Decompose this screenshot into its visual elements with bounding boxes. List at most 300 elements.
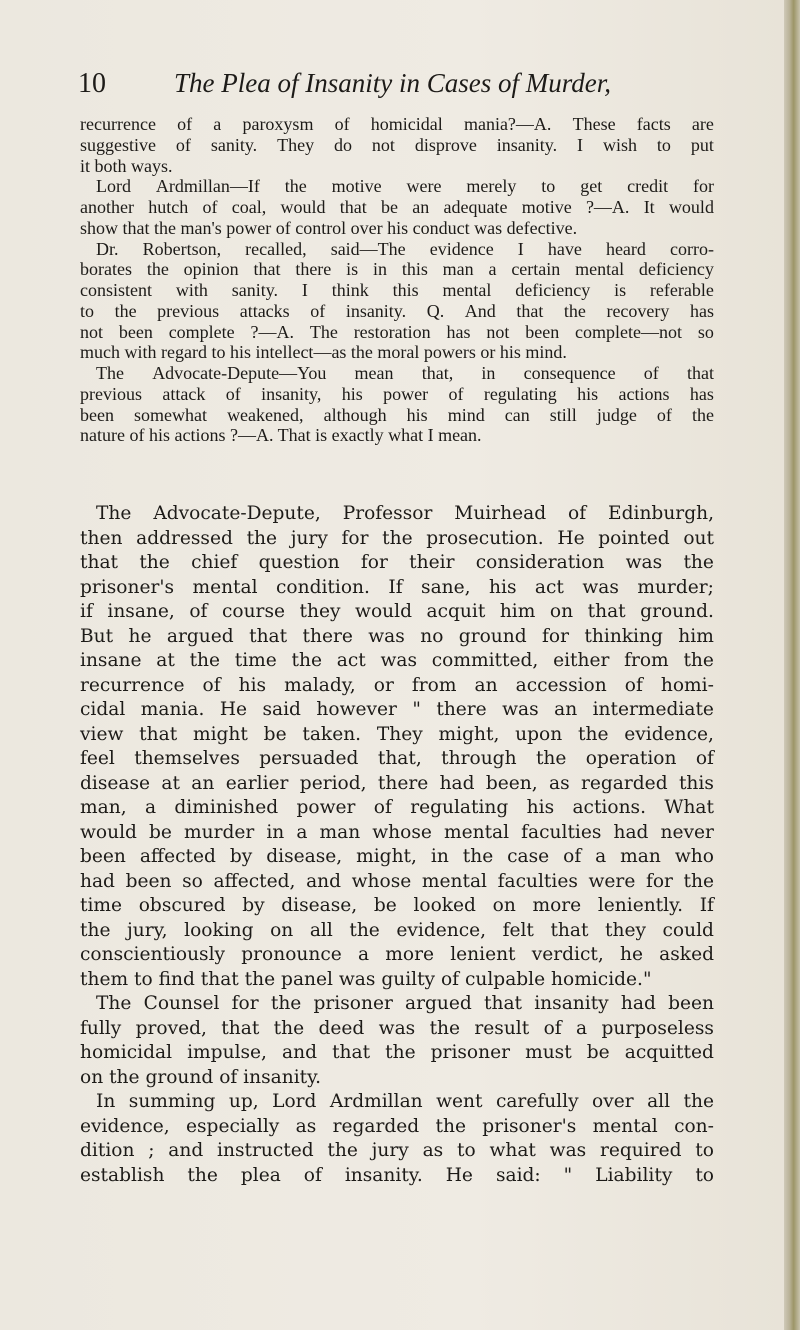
word: they [299, 601, 341, 622]
text-line [80, 197, 714, 218]
word: felt [502, 919, 534, 941]
word: looked [413, 895, 476, 916]
word: jury [290, 527, 328, 549]
word: been [525, 321, 560, 342]
word: murder [183, 821, 255, 843]
page-edge [784, 0, 800, 1330]
word: accession [515, 674, 607, 696]
word: mind [447, 404, 485, 425]
text-line [80, 1017, 714, 1042]
word: might, [438, 723, 500, 745]
word: Counsel [143, 993, 220, 1014]
word: an [554, 699, 578, 720]
word: sanity. [210, 134, 258, 155]
word: These [572, 114, 616, 134]
text-line [80, 992, 714, 1017]
word: there [377, 772, 429, 794]
word: complete [168, 321, 235, 342]
word: not [80, 321, 104, 342]
word: there [302, 625, 353, 647]
word: all [309, 919, 333, 941]
word: view [80, 723, 124, 745]
word: time [80, 895, 123, 916]
word: the [189, 650, 221, 671]
word: ground [458, 625, 527, 647]
word: mental [443, 821, 510, 843]
word: I [577, 134, 584, 155]
word: borates [80, 259, 132, 280]
text-line [80, 1115, 714, 1140]
word: whose [372, 821, 432, 843]
word: in [481, 363, 496, 383]
word: had [439, 772, 475, 794]
word: affected [139, 846, 216, 867]
word: this [401, 259, 428, 280]
word: were [406, 176, 442, 197]
word: man [319, 821, 361, 843]
word: be [373, 895, 397, 916]
text-line [80, 135, 714, 156]
narrative-text [80, 502, 714, 1188]
word: recovery [606, 300, 670, 321]
word: malady, [284, 674, 356, 696]
word: out [683, 527, 714, 549]
word: prisoner's [80, 576, 174, 598]
word: man [442, 259, 474, 280]
word: lenient [450, 944, 516, 965]
word: establish [80, 1164, 165, 1186]
word: or [373, 674, 394, 696]
word: disease, [281, 895, 358, 916]
word: mental [192, 576, 258, 598]
text-line [80, 894, 714, 919]
word: Ardmillan [329, 1091, 423, 1112]
word: mean [354, 363, 394, 383]
word: the [535, 748, 567, 769]
word: restoration [353, 321, 431, 342]
word: of [543, 1017, 562, 1039]
word: his [526, 797, 555, 818]
word: a [576, 1017, 588, 1039]
text-line [80, 239, 714, 260]
word: Advocate-Depute—You [152, 363, 327, 383]
word: to [695, 1140, 714, 1161]
line-text: much with regard to his intellect—as the moral powers or his mind. [80, 342, 567, 363]
word: for [360, 552, 388, 573]
word: coal, [231, 197, 267, 217]
word: of [448, 383, 464, 404]
word: And [464, 300, 496, 321]
word: be [263, 723, 287, 745]
word: they [605, 919, 646, 941]
text-line [80, 551, 714, 576]
word: proved, [135, 1017, 207, 1039]
word: conscientiously [80, 944, 226, 965]
word: the [146, 259, 169, 280]
text-line [80, 405, 714, 426]
word: homicidal [80, 1042, 173, 1063]
word: fully [80, 1017, 122, 1039]
word: dition [80, 1140, 135, 1161]
word: merely [466, 176, 517, 197]
word: They [277, 134, 315, 155]
word: weakened, [227, 404, 304, 425]
word: taken. [302, 723, 362, 745]
word: jury [371, 1140, 409, 1161]
word: was [582, 576, 619, 598]
word: and [306, 870, 342, 892]
word: for [341, 527, 369, 549]
word: course [221, 601, 285, 622]
text-line [80, 576, 714, 601]
word: to [541, 176, 556, 197]
word: is [614, 280, 627, 300]
word: the [187, 1164, 218, 1186]
word: adequate [443, 197, 508, 217]
text-line [80, 968, 714, 993]
word: regarded [581, 772, 668, 794]
line-text: on the ground of insanity. [80, 1066, 322, 1088]
word: " [563, 1164, 573, 1186]
word: especially [186, 1115, 280, 1137]
word: disease, [266, 846, 343, 867]
word: Lord [96, 176, 131, 197]
text-line [80, 502, 714, 527]
word: insane [80, 650, 142, 671]
word: " [412, 699, 421, 720]
word: deficiency [515, 280, 591, 300]
word: a [213, 114, 222, 134]
word: consistent [80, 280, 152, 300]
word: the [284, 176, 307, 197]
word: credit [627, 176, 669, 197]
line-text: nature of his actions ?—A. That is exactly what I mean. [80, 425, 482, 446]
word: was [502, 699, 539, 720]
word: would [668, 197, 714, 217]
word: the [385, 1042, 416, 1063]
word: argued [405, 993, 472, 1014]
word: are [691, 114, 714, 134]
text-line [80, 342, 714, 363]
word: for [692, 176, 714, 197]
word: he [619, 944, 643, 965]
word: his [406, 404, 428, 425]
text-line [80, 870, 714, 895]
word: mania?—A. [463, 114, 552, 134]
word: of [310, 300, 326, 321]
word: of [643, 363, 659, 383]
word: that [484, 993, 523, 1014]
word: the [563, 300, 586, 321]
word: has [689, 300, 714, 321]
word: the [462, 846, 494, 867]
word: said [262, 699, 301, 720]
word: Dr. [96, 238, 119, 259]
text-line [80, 747, 714, 772]
word: of [225, 383, 241, 404]
word: although [323, 404, 387, 425]
line-text: show that the man's power of control over his conduct was defective. [80, 217, 578, 238]
word: actions [618, 383, 670, 404]
word: impulse, [187, 1042, 267, 1063]
word: attacks [239, 300, 290, 321]
word: argued [166, 625, 234, 647]
word: be [149, 821, 172, 843]
word: the [382, 527, 413, 549]
word: their [409, 552, 455, 573]
word: his [341, 383, 363, 404]
word: insanity. [344, 1164, 423, 1186]
text-line [80, 1164, 714, 1189]
word: sane, [421, 576, 471, 598]
word: the [80, 919, 111, 941]
word: Liability [595, 1164, 673, 1186]
word: acquitted [624, 1042, 714, 1063]
word: of [624, 674, 643, 696]
word: opinion [183, 259, 239, 280]
text-line [80, 600, 714, 625]
text-line [80, 259, 714, 280]
word: another [80, 197, 134, 217]
word: of [202, 197, 218, 217]
word: was [378, 1017, 416, 1039]
word: that [339, 197, 367, 217]
word: been [80, 404, 114, 425]
word: could [662, 919, 714, 941]
text-line [80, 625, 714, 650]
word: referable [649, 280, 714, 300]
text-line [80, 649, 714, 674]
word: is [346, 259, 359, 280]
word: so [182, 870, 203, 892]
word: somewhat [134, 404, 208, 425]
word: that [550, 919, 589, 941]
word: for [645, 870, 673, 892]
word: prisoner's [482, 1115, 577, 1137]
word: What [664, 797, 714, 818]
word: the [435, 1115, 466, 1137]
word: jury, [127, 919, 168, 941]
word: be [586, 1042, 610, 1063]
word: that [249, 625, 288, 647]
word: in [430, 846, 449, 867]
text-line [80, 301, 714, 322]
text-line [80, 821, 714, 846]
word: carefully [495, 1091, 579, 1112]
text-line [80, 1139, 714, 1164]
word: facts [636, 114, 671, 134]
word: But [80, 625, 114, 647]
word: was [380, 650, 417, 671]
word: the [578, 723, 609, 745]
word: the [291, 650, 322, 671]
word: of [189, 601, 208, 622]
text-line [80, 796, 714, 821]
word: might, [356, 846, 417, 867]
word: Professor [342, 503, 433, 524]
word: had [620, 993, 656, 1014]
word: regulating [483, 383, 557, 404]
line-text: them to find that the panel was guilty of culpable homicide." [80, 968, 652, 990]
word: said—The [330, 238, 406, 259]
text-line [80, 845, 714, 870]
word: ?—A. [250, 321, 295, 342]
word: evidence, [80, 1115, 170, 1137]
word: went [436, 1091, 483, 1112]
word: recurrence [80, 674, 185, 696]
word: been [125, 870, 172, 892]
word: homicidal [370, 114, 443, 134]
word: cidal [80, 699, 126, 720]
word: if [80, 601, 93, 622]
word: time [234, 650, 277, 671]
word: had [80, 870, 115, 892]
word: The [96, 993, 132, 1014]
word: sanity. [231, 280, 279, 300]
word: case [507, 846, 550, 867]
word: this [392, 280, 419, 300]
word: do [334, 134, 352, 155]
word: previous [157, 300, 220, 321]
word: pointed [598, 527, 670, 549]
word: persuaded [259, 748, 359, 769]
word: be [380, 197, 398, 217]
word: on [492, 895, 516, 916]
word: evidence, [396, 919, 487, 941]
word: that [139, 723, 178, 745]
word: to [656, 134, 671, 155]
text-line [80, 114, 714, 135]
word: a [296, 821, 308, 843]
word: that [687, 363, 714, 383]
word: has [689, 383, 714, 404]
word: has [446, 321, 471, 342]
word: homi- [660, 674, 714, 696]
word: might [192, 723, 248, 745]
word: leniently. [597, 895, 684, 916]
word: the [139, 552, 170, 573]
word: power [296, 797, 356, 818]
word: been [80, 846, 126, 867]
word: not [371, 134, 395, 155]
word: ; [148, 1140, 155, 1161]
word: the [114, 300, 137, 321]
word: summing [128, 1091, 216, 1112]
testimony-text [80, 114, 714, 446]
word: paroxysm [242, 114, 314, 134]
word: If [388, 576, 403, 598]
word: diminished [174, 797, 279, 818]
word: of [177, 114, 193, 134]
word: more [385, 944, 434, 965]
word: never [660, 821, 714, 843]
word: as [549, 772, 570, 794]
word: not [486, 321, 510, 342]
word: The [309, 321, 338, 342]
word: were [588, 870, 636, 892]
word: said: [495, 1164, 541, 1186]
word: man, [80, 797, 127, 818]
word: thinking [584, 625, 663, 647]
word: his [238, 674, 267, 696]
word: corro- [670, 238, 714, 259]
word: of [303, 1164, 322, 1186]
word: up, [228, 1091, 259, 1112]
text-line [80, 176, 714, 197]
word: over [592, 1091, 634, 1112]
word: was [368, 625, 405, 647]
word: verdict, [531, 944, 604, 965]
word: he [128, 625, 152, 647]
word: no [420, 625, 444, 647]
word: the [691, 404, 714, 425]
word: heard [605, 238, 646, 259]
word: whose [351, 870, 412, 892]
word: He [219, 699, 248, 720]
word: In [96, 1091, 116, 1112]
word: get [580, 176, 603, 197]
word: of [202, 674, 221, 696]
word: disprove [414, 134, 477, 155]
word: who [674, 846, 714, 867]
word: upon [515, 723, 563, 745]
word: result [474, 1017, 530, 1039]
word: to [80, 300, 95, 321]
word: that [80, 552, 119, 573]
word: earlier [225, 772, 289, 794]
word: from [411, 674, 457, 696]
word: as [295, 1115, 317, 1137]
word: by [229, 846, 253, 867]
word: from [624, 650, 669, 671]
word: faculties [521, 821, 602, 843]
word: the [327, 1140, 358, 1161]
word: asked [659, 944, 714, 965]
word: previous [80, 383, 142, 404]
word: that [516, 300, 544, 321]
word: of [373, 797, 392, 818]
word: feel [80, 748, 115, 769]
word: insanity. [345, 300, 407, 321]
word: had [613, 821, 649, 843]
word: would [355, 601, 412, 622]
word: evidence [429, 238, 494, 259]
word: themselves [134, 748, 240, 769]
word: ?—A. [585, 197, 630, 217]
word: prisoner [430, 1042, 510, 1063]
word: put [690, 134, 714, 155]
word: faculties [497, 870, 578, 892]
word: The [96, 503, 132, 524]
word: insane, [107, 601, 175, 622]
word: Q. [426, 300, 445, 321]
word: insanity [534, 993, 609, 1014]
word: recalled, [245, 238, 307, 259]
word: power [383, 383, 429, 404]
word: an [191, 772, 215, 794]
text-line [80, 772, 714, 797]
word: can [504, 404, 530, 425]
text-line [80, 1066, 714, 1091]
word: and [282, 1042, 317, 1063]
word: If [699, 895, 714, 916]
word: the [683, 650, 714, 671]
word: complete—not [575, 321, 683, 342]
word: think [331, 280, 369, 300]
text-line [80, 1041, 714, 1066]
word: that [221, 1017, 260, 1039]
word: to [695, 1164, 714, 1186]
